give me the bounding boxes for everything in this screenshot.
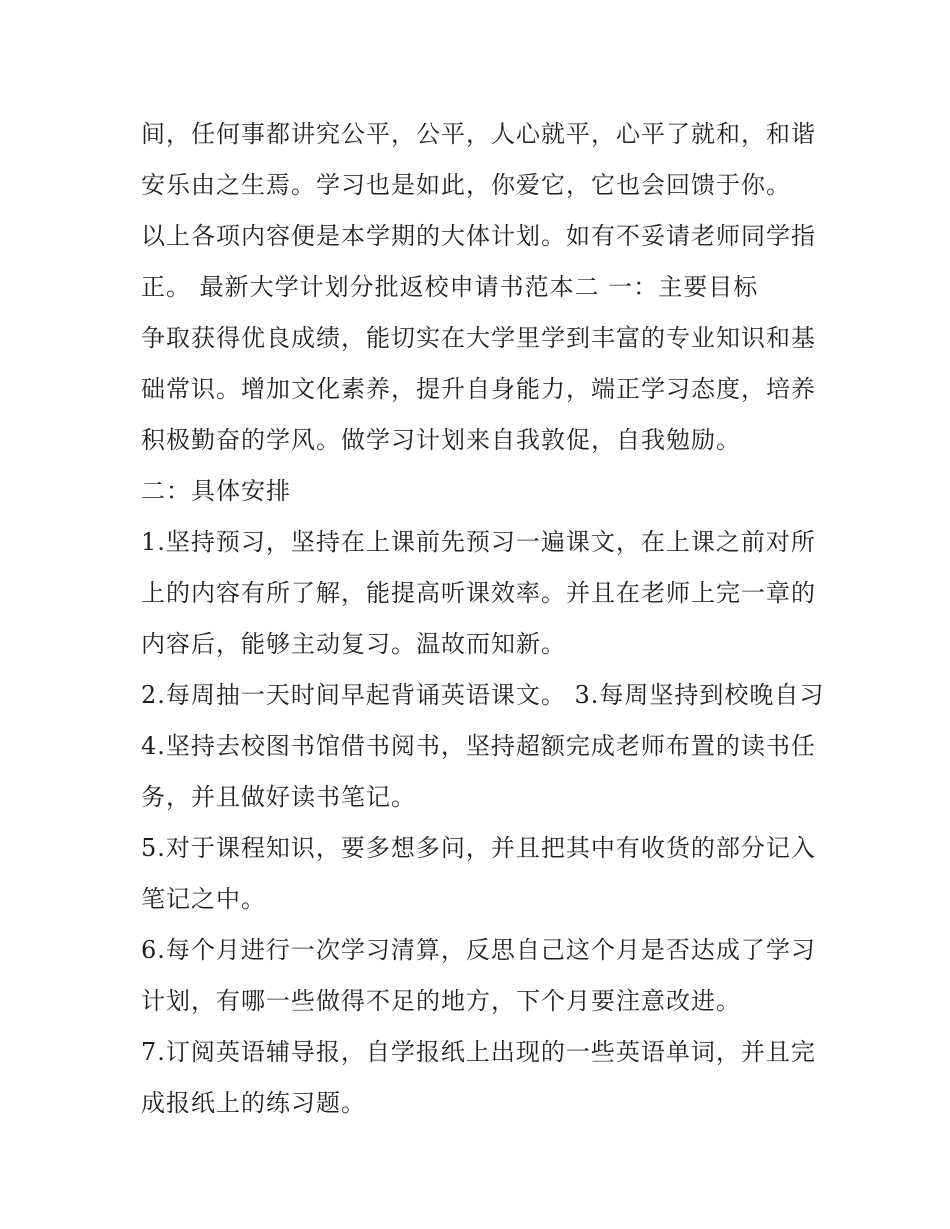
list-item-line: 计划，有哪一些做得不足的地方，下个月要注意改进。 xyxy=(141,987,741,1015)
list-item-line: 6.每个月进行一次学习清算，反思自己这个月是否达成了学习 xyxy=(141,936,816,964)
text-line: 正。 最新大学计划分批返校申请书范本二 一：主要目标 xyxy=(141,273,759,301)
list-item-line: 上的内容有所了解，能提高听课效率。并且在老师上完一章的 xyxy=(141,579,816,607)
list-item-line: 内容后，能够主动复习。温故而知新。 xyxy=(141,630,566,658)
text-line: 础常识。增加文化素养，提升自身能力，端正学习态度，培养 xyxy=(141,375,816,403)
list-item-line: 1.坚持预习，坚持在上课前先预习一遍课文，在上课之前对所 xyxy=(141,528,816,556)
list-item-line: 2.每周抽一天时间早起背诵英语课文。 3.每周坚持到校晚自习 xyxy=(141,681,825,709)
text-line: 争取获得优良成绩，能切实在大学里学到丰富的专业知识和基 xyxy=(141,324,816,352)
list-item-line: 4.坚持去校图书馆借书阅书，坚持超额完成老师布置的读书任 xyxy=(141,732,816,760)
list-item-line: 5.对于课程知识，要多想多问，并且把其中有收货的部分记入 xyxy=(141,834,816,862)
section-heading: 二：具体安排 xyxy=(141,477,291,505)
list-item-line: 务，并且做好读书笔记。 xyxy=(141,783,416,811)
text-line: 积极勤奋的学风。做学习计划来自我敦促，自我勉励。 xyxy=(141,426,741,454)
list-item-line: 成报纸上的练习题。 xyxy=(141,1089,366,1117)
text-line: 以上各项内容便是本学期的大体计划。如有不妥请老师同学指 xyxy=(141,222,816,250)
list-item-line: 7.订阅英语辅导报，自学报纸上出现的一些英语单词，并且完 xyxy=(141,1038,816,1066)
text-line: 间，任何事都讲究公平，公平，人心就平，心平了就和，和谐 xyxy=(141,120,816,148)
text-line: 安乐由之生焉。学习也是如此，你爱它，它也会回馈于你。 xyxy=(141,171,791,199)
document-body xyxy=(141,109,841,1129)
list-item-line: 笔记之中。 xyxy=(141,885,266,913)
